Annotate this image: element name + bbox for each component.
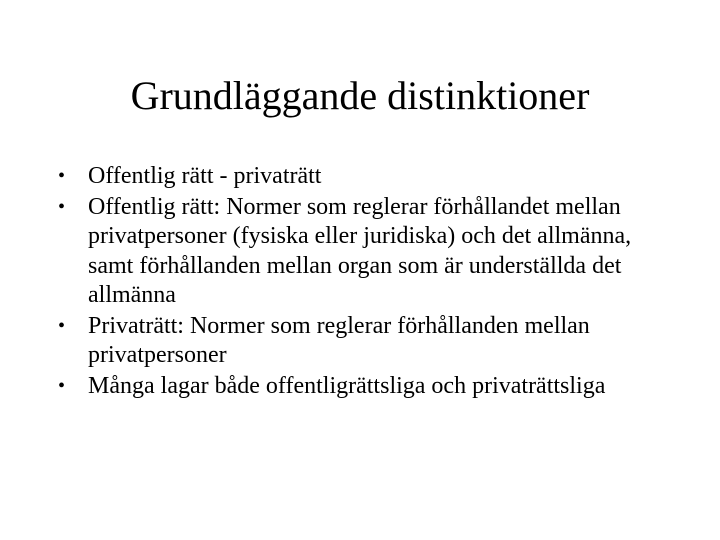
bullet-item-4	[58, 372, 668, 402]
bullet-text: Offentlig rätt: Normer som reglerar förhållandet mellan privatpersoner (fysiska eller juridiska) och det allmänna, samt förhållanden mellan organ som är underställda det allmänna	[88, 193, 632, 308]
slide-title: Grundläggande distinktioner	[130, 73, 590, 118]
bullet-icon: •	[58, 374, 66, 397]
bullet-item-1	[58, 162, 668, 192]
bullet-icon: •	[58, 195, 66, 218]
bullet-item-2	[58, 193, 668, 311]
bullet-item-3	[58, 312, 668, 371]
bullet-text: Offentlig rätt - privaträtt	[88, 163, 322, 189]
bullet-list	[58, 162, 668, 402]
bullet-text: Privaträtt: Normer som reglerar förhållanden mellan privatpersoner	[88, 312, 590, 368]
bullet-text: Många lagar både offentligrättsliga och privaträttsliga	[88, 372, 606, 399]
bullet-icon: •	[58, 314, 66, 337]
bullet-icon: •	[58, 165, 66, 187]
